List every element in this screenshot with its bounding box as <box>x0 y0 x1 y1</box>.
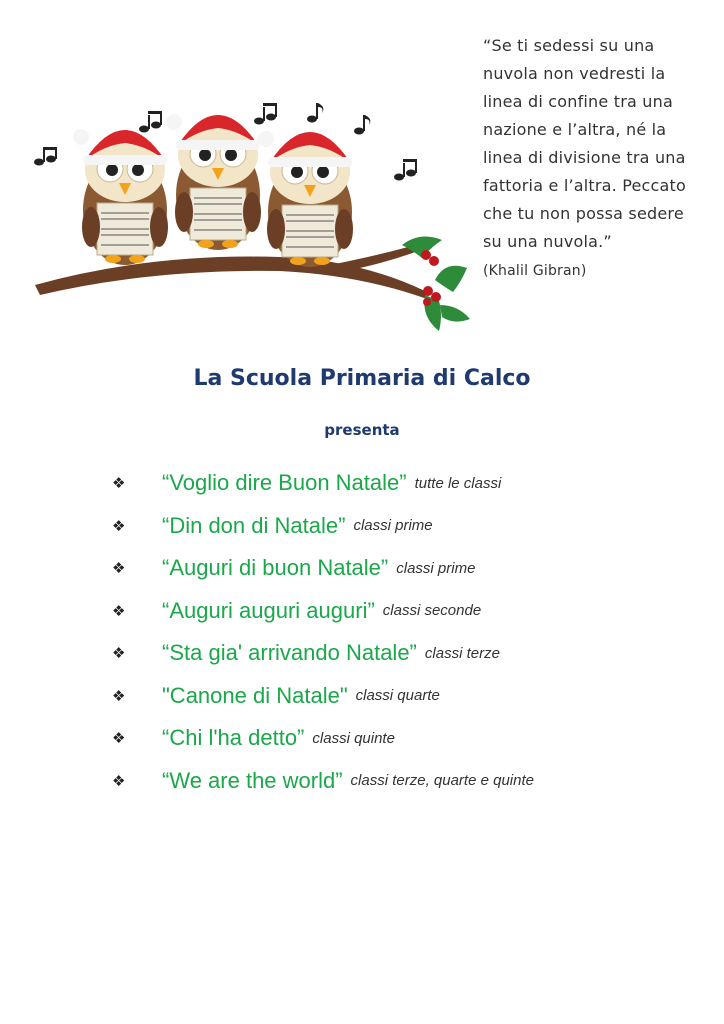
quote-line: fattoria e l’altra. Peccato <box>483 176 687 195</box>
gibran-quote <box>483 32 708 284</box>
list-item <box>112 717 712 760</box>
list-item <box>112 462 712 505</box>
diamond-bullet-icon: ❖ <box>112 771 126 790</box>
song-classes: tutte le classi <box>414 474 502 492</box>
diamond-bullet-icon: ❖ <box>112 559 126 578</box>
list-item <box>112 760 712 803</box>
song-title: "Canone di Natale" <box>162 682 348 708</box>
quote-line: su una nuvola.” <box>483 232 612 251</box>
diamond-bullet-icon: ❖ <box>112 729 126 748</box>
list-item <box>112 675 712 718</box>
diamond-bullet-icon: ❖ <box>112 516 126 535</box>
owls-illustration <box>30 95 480 340</box>
song-title: “Auguri auguri auguri” <box>162 597 375 623</box>
diamond-bullet-icon: ❖ <box>112 686 126 705</box>
quote-line: nuvola non vedresti la <box>483 64 666 83</box>
holly-icon <box>402 236 470 331</box>
quote-line: che tu non possa sedere <box>483 204 684 223</box>
diamond-bullet-icon: ❖ <box>112 474 126 493</box>
song-title: “Voglio dire Buon Natale” <box>162 470 407 496</box>
owl-left <box>73 129 168 265</box>
list-item <box>112 632 712 675</box>
song-classes: classi quarte <box>355 687 440 705</box>
quote-author: (Khalil Gibran) <box>483 263 587 279</box>
list-item <box>112 590 712 633</box>
quote-line: “Se ti sedessi su una <box>483 36 655 55</box>
song-title: “Sta gia' arrivando Natale” <box>162 640 417 666</box>
quote-line: nazione e l’altra, né la <box>483 120 667 139</box>
page-title: La Scuola Primaria di Calco <box>193 366 531 391</box>
song-classes: classi terze, quarte e quinte <box>350 772 534 790</box>
song-classes: classi seconde <box>382 602 482 620</box>
diamond-bullet-icon: ❖ <box>112 601 126 620</box>
song-classes: classi prime <box>396 559 476 577</box>
diamond-bullet-icon: ❖ <box>112 644 126 663</box>
song-title: “Din don di Natale” <box>162 512 346 538</box>
quote-line: linea di confine tra una <box>483 92 673 111</box>
quote-line: linea di divisione tra una <box>483 148 686 167</box>
list-item <box>112 505 712 548</box>
song-classes: classi quinte <box>312 729 395 747</box>
owl-middle <box>166 114 261 250</box>
song-classes: classi prime <box>353 517 433 535</box>
page-subtitle: presenta <box>324 421 400 439</box>
owl-right <box>258 131 353 267</box>
song-title: “We are the world” <box>162 767 343 793</box>
song-list <box>112 462 712 802</box>
song-title: “Chi l'ha detto” <box>162 725 305 751</box>
song-title: “Auguri di buon Natale” <box>162 555 389 581</box>
song-classes: classi terze <box>424 644 500 662</box>
list-item <box>112 547 712 590</box>
